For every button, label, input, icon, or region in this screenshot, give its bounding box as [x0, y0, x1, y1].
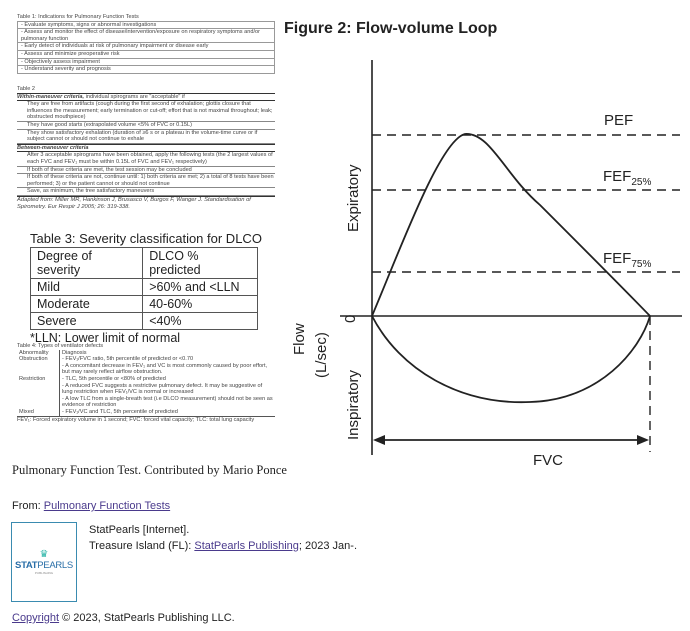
table-1-body	[17, 21, 275, 74]
from-label: From:	[12, 500, 44, 512]
table-cell: - Understand severity and prognosis	[18, 66, 275, 74]
source-link[interactable]: Pulmonary Function Tests	[43, 500, 171, 512]
copyright	[12, 612, 235, 624]
table-cell: Severe	[31, 313, 143, 330]
table-4-title: Table 4: Types of ventilator defects	[17, 343, 104, 349]
table-cell: Mild	[31, 279, 143, 296]
criteria-item: If both of these criteria are met, the test session may be concluded	[17, 167, 275, 175]
copyright-text: © 2023, StatPearls Publishing LLC.	[59, 612, 235, 624]
column-header: DLCO % predicted	[143, 248, 258, 279]
table-1-title: Table 1: Indications for Pulmonary Function Tests	[17, 14, 139, 20]
figure-title: Figure 2: Flow-volume Loop	[284, 20, 498, 37]
logo-tagline: PUBLISHING	[34, 571, 54, 575]
units-label: (L/sec)	[313, 332, 330, 378]
column-header: Diagnosis	[62, 349, 87, 356]
publisher-line1: StatPearls [Internet].	[89, 524, 190, 536]
within-rest: individual spirograms are "acceptable" if	[84, 93, 185, 100]
table-2	[17, 86, 275, 211]
table-cell: Moderate	[31, 296, 143, 313]
table-4-footnote: FEV₁: Forced expiratory volume in 1 second; FVC: forced vital capacity; TLC: total lung capacity	[17, 416, 275, 424]
within-label: Within-maneuver criteria,	[17, 93, 85, 100]
pef-label: PEF	[604, 112, 634, 129]
table-4	[17, 343, 275, 423]
table-2-title: Table 2	[17, 86, 36, 92]
table-cell: - Early detect of individuals at risk of pulmonary impairment or disease early	[18, 43, 275, 51]
logo-wordmark	[15, 560, 73, 571]
fef25-label	[603, 168, 651, 188]
table-cell: - Objectively assess impairment	[18, 58, 275, 66]
table-cell: <40%	[143, 313, 258, 330]
table-row	[31, 296, 258, 313]
table-3-body	[30, 247, 258, 330]
table-cell: >60% and <LLN	[143, 279, 258, 296]
table-row	[18, 50, 275, 58]
logo-text-b: PEARLS	[37, 560, 73, 571]
statpearls-logo[interactable]	[11, 522, 77, 602]
table-cell: - Evaluate symptoms, signs or abnormal investigations	[18, 21, 275, 29]
criteria-item: If both of these criteria are not, continue until: 1) both criteria are met; 2) a total of 8 tests have been performed; 3) or the patient cannot or should not continue	[17, 174, 275, 188]
table-row	[18, 58, 275, 66]
table-header-row	[31, 248, 258, 279]
table-cell: - FEV₁/VC and TLC, 5th percentile of predicted	[62, 408, 178, 415]
publisher-info	[89, 522, 357, 554]
criteria-item: After 3 acceptable spirograms have been obtained, apply the following tests (the 2 largest values of each FVC and FEV₁ must be within 0.15L of FVC and FEV₁ respectively)	[17, 152, 275, 166]
table-cell: - FEV₁/FVC ratio, 5th percentile of predicted or <0.70 - A concomitant decrease in FEV₁ and VC is most commonly caused by poor effort, but may rarely reflect airflow obstruction.	[62, 356, 268, 376]
table-row	[18, 43, 275, 51]
fef75-label	[603, 250, 651, 270]
copyright-link[interactable]: Copyright	[12, 612, 60, 624]
table-row	[17, 356, 275, 376]
publisher-link[interactable]: StatPearls Publishing	[194, 540, 299, 552]
column-header: Abnormality	[17, 350, 60, 357]
criteria-item: They are free from artifacts (cough during the first second of exhalation; glottis closure that influences the measurement; early termination or cut-off; effort that is not maximal throughout; leak; obstructed mouthpiece)	[17, 101, 275, 122]
table-3	[30, 231, 262, 346]
crown-icon: ♛	[39, 549, 49, 560]
table-row	[18, 29, 275, 43]
criteria-item: Save, as minimum, the tree satisfactory maneuvers	[17, 188, 275, 196]
table-row	[31, 279, 258, 296]
table-1	[17, 14, 275, 74]
arrow-right-icon	[637, 435, 649, 445]
table-cell: - Assess and minimize preoperative risk	[18, 50, 275, 58]
flow-volume-figure	[280, 0, 690, 470]
arrow-left-icon	[373, 435, 385, 445]
table-2-source: Adapted from: Miller MR, Hankinson J, Brusasco V, Burgos F, Wanger J. Standardisation of Spirometry. Eur Respir J 2005; 26: 319-338.	[17, 196, 275, 211]
publisher-date: ; 2023 Jan-.	[298, 540, 358, 552]
table-row	[18, 66, 275, 74]
criteria-item: They have good starts (extrapolated volume <5% of FVC or 0.15L)	[17, 122, 275, 130]
fef75-text: FEF	[603, 250, 632, 267]
logo-text-a: STAT	[15, 560, 38, 571]
table-3-footnote: *LLN: Lower limit of normal	[30, 331, 181, 345]
table-cell: Restriction	[17, 376, 60, 409]
zero-label: 0	[342, 314, 359, 323]
figure-caption: Pulmonary Function Test. Contributed by Mario Ponce	[12, 463, 287, 477]
table-3-title: Table 3: Severity classification for DLCO	[30, 231, 262, 246]
table-cell: - TLC, 5th percentile or <80% of predicted - A reduced FVC suggests a restrictive pulmonary defect. It may be suggestive of lung restriction when FEV₁/VC is normal or increased - A low TLC from a single-breath test (i.e DLCO measurement) should not be seen as evidence of restriction	[62, 375, 273, 409]
table-cell: Obstruction	[17, 356, 60, 376]
table-cell: - Assess and monitor the effect of disease/intervention/exposure on respiratory symptoms and/or pulmonary function	[18, 29, 275, 43]
between-header: Between-maneuver criteria	[17, 144, 275, 153]
inspiratory-label: Inspiratory	[345, 369, 362, 440]
flow-label: Flow	[291, 323, 308, 355]
expiratory-label: Expiratory	[345, 164, 362, 232]
table-row	[31, 313, 258, 330]
column-header: Degree of severity	[31, 248, 143, 279]
fef25-sub: 25%	[631, 177, 652, 188]
table-4-body	[17, 350, 275, 416]
table-row	[18, 21, 275, 29]
fvc-label: FVC	[533, 452, 563, 469]
publisher-line2	[89, 538, 357, 554]
fef75-sub: 75%	[631, 259, 652, 270]
from-line	[12, 500, 170, 512]
publisher-place: Treasure Island (FL):	[89, 540, 195, 552]
fef25-text: FEF	[603, 168, 632, 185]
table-cell: 40-60%	[143, 296, 258, 313]
expiratory-curve	[372, 134, 650, 316]
table-row	[17, 376, 275, 409]
table-header-row	[17, 350, 275, 357]
table-cell: Mixed	[17, 409, 60, 416]
criteria-item: They show satisfactory exhalation (duration of ≥6 s or a plateau in the volume-time curve or if subject cannot or should not continue to exhale	[17, 130, 275, 144]
inspiratory-curve	[372, 316, 650, 402]
within-header	[17, 93, 275, 102]
table-row	[17, 409, 275, 416]
